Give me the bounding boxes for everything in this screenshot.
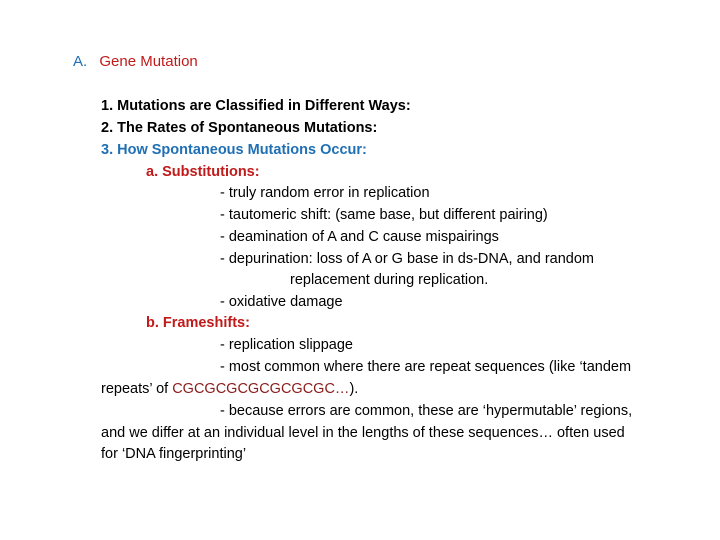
tandem-repeats-text: repeats’ of xyxy=(101,381,173,397)
frameshifts-label: b. Frameshifts: xyxy=(146,315,250,331)
heading-title: Gene Mutation xyxy=(99,53,198,70)
closing-paren: ). xyxy=(349,381,359,397)
frameshift-item: - most common where there are repeat sequences (like ‘tandem xyxy=(220,359,632,375)
point-1: 1. Mutations are Classified in Different Ways: xyxy=(101,98,411,114)
frameshift-item: - replication slippage xyxy=(220,337,353,353)
frameshift-item-continued: for ‘DNA fingerprinting’ xyxy=(101,446,247,462)
frameshift-item-continued: and we differ at an individual level in the lengths of these sequences… often used xyxy=(101,425,625,441)
point-3: 3. How Spontaneous Mutations Occur: xyxy=(101,142,367,158)
repeat-sequence: CGCGCGCGCGCGCGC… xyxy=(172,381,350,397)
frameshift-item: - because errors are common, these are ‘hypermutable’ regions, xyxy=(220,403,633,419)
substitution-item: - deamination of A and C cause mispairings xyxy=(220,229,499,245)
heading-marker: A. xyxy=(73,53,88,70)
substitution-item: - oxidative damage xyxy=(220,294,343,310)
substitution-item: - tautomeric shift: (same base, but different pairing) xyxy=(220,207,548,223)
substitution-item-continued: replacement during replication. xyxy=(290,272,489,288)
section-heading xyxy=(73,53,198,71)
frameshift-item-continued xyxy=(101,380,358,398)
substitution-item: - truly random error in replication xyxy=(220,185,430,201)
point-2: 2. The Rates of Spontaneous Mutations: xyxy=(101,120,378,136)
substitution-item: - depurination: loss of A or G base in ds-DNA, and random xyxy=(220,251,594,267)
substitutions-label: a. Substitutions: xyxy=(146,164,260,180)
